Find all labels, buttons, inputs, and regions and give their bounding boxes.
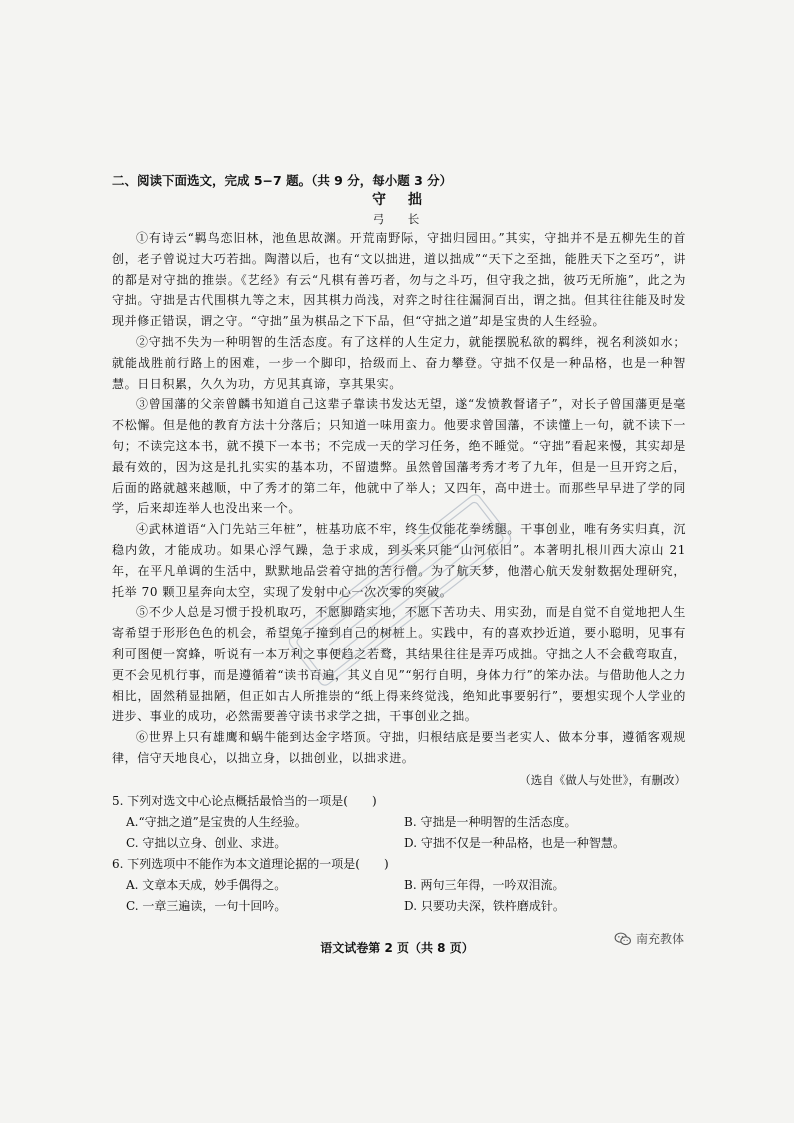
- option-b: B. 两句三年得，一吟双泪流。: [404, 877, 565, 892]
- page-footer: 语文试卷第 2 页（共 8 页）: [320, 941, 474, 955]
- option-b: B. 守拙是一种明智的生活态度。: [404, 814, 577, 829]
- paragraph-4: ④武林道语“入门先站三年桩”，桩基功底不牢，终生仅能花拳绣腿。干事创业，唯有务实归真，沉稳内敛，才能成功。如果心浮气躁，急于求成，到头来只能“山河依旧”。本著明扎根川西大凉山 21 年，在平凡单调的生活中，默默地品尝着守拙的苦行僧。为了航天梦，他潜心航天发射数据处理研究，托举 70 颗卫星奔向太空，实现了发射中心一次次零的突破。: [112, 522, 686, 599]
- option-list: [126, 812, 686, 854]
- option-list: [126, 875, 686, 917]
- option-a: A.“守拙之道”是宝贵的人生经验。: [126, 814, 307, 829]
- option-a: A. 文章本天成，妙手偶得之。: [126, 877, 287, 892]
- article-author: 弓 长: [372, 212, 426, 226]
- paragraph-5: ⑤不少人总是习惯于投机取巧，不愿脚踏实地，不愿下苦功夫、用实劲，而是自觉不自觉地把人生寄希望于形形色色的机会，希望兔子撞到自己的树桩上。实践中，有的喜欢抄近道，要小聪明，见事有利可图便一窝蜂，听说有一本万利之事便趋之若鹜，其结果往往是弄巧成拙。守拙之人不会截弯取直，更不会见机行事，而是遵循着“读书百遍，其义自见”“躬行自明，身体力行”的笨办法。与借助他人之力相比，固然稍显拙陋，但正如古人所推崇的“纸上得来终觉浅，绝知此事要躬行”，要想实现个人学业的进步、事业的成功，必然需要善守读书求学之拙，干事创业之拙。: [112, 605, 686, 724]
- option-c: C. 一章三遍读，一句十回吟。: [126, 898, 287, 913]
- paragraph-6: ⑥世界上只有雄鹰和蜗牛能到达金字塔顶。守拙，归根结底是要当老实人、做本分事，遵循客观规律，信守天地良心，以拙立身，以拙创业，以拙求进。: [112, 730, 686, 765]
- question-5: [112, 791, 686, 854]
- article-title: 守 拙: [372, 192, 426, 208]
- exam-page: [112, 172, 686, 917]
- section-heading: 二、阅读下面选文，完成 5−7 题。（共 9 分，每小题 3 分）: [112, 173, 453, 188]
- wechat-watermark: [614, 930, 684, 947]
- option-c: C. 守拙以立身、创业、求进。: [126, 835, 287, 850]
- option-d: D. 守拙不仅是一种品格，也是一种智慧。: [404, 835, 625, 850]
- watermark-text: 南充教体: [636, 932, 685, 946]
- source-note: （选自《做人与处世》，有删改）: [519, 772, 686, 787]
- question-6: [112, 854, 686, 917]
- paragraph-1: ①有诗云“羁鸟恋旧林，池鱼思故渊。开荒南野际，守拙归园田。”其实，守拙并不是五柳先生的首创，老子曾说过大巧若拙。陶潜以后，也有“文以拙进，道以拙成”“天下之至拙，能胜天下之至巧”，讲的都是对守拙的推崇。《艺经》有云“凡棋有善巧者，勿与之斗巧，但守我之拙，彼巧无所施”，此之为守拙。守拙是古代围棋九等之末，因其棋力尚浅，对弈之时往往漏洞百出，谓之拙。但其往往能及时发现并修正错误，谓之守。“守拙”虽为棋品之下下品，但“守拙之道”却是宝贵的人生经验。: [112, 231, 686, 329]
- paragraph-3: ③曾国藩的父亲曾麟书知道自己这辈子靠读书发达无望，遂“发愤教督诸子”，对长子曾国藩更是毫不松懈。但是他的教育方法十分落后；只知道一味用蛮力。他要求曾国藩，不读懂上一句，就不读下一句；不读完这本书，就不摸下一本书；不完成一天的学习任务，绝不睡觉。“守拙”看起来慢，其实却是最有效的，因为这是扎扎实实的基本功，不留遗弊。虽然曾国藩考秀才考了九年，但是一旦开窍之后，后面的路就越来越顺，中了秀才的第二年，他就中了举人；又四年，高中进士。而那些早早进了学的同学，后来却连举人也没出来一个。: [112, 397, 686, 516]
- option-d: D. 只要功夫深，铁杵磨成针。: [404, 898, 565, 913]
- wechat-icon: [614, 932, 632, 946]
- question-stem: 5. 下列对选文中心论点概括最恰当的一项是( ): [112, 793, 377, 808]
- question-stem: 6. 下列选项中不能作为本文道理论据的一项是( ): [112, 856, 389, 871]
- paragraph-2: ②守拙不失为一种明智的生活态度。有了这样的人生定力，就能摆脱私欲的羁绊，视名利淡如水；就能战胜前行路上的困难，一步一个脚印，拾级而上、奋力攀登。守拙不仅是一种品格，也是一种智慧。日日积累，久久为功，方见其真谛，享其果实。: [112, 334, 686, 391]
